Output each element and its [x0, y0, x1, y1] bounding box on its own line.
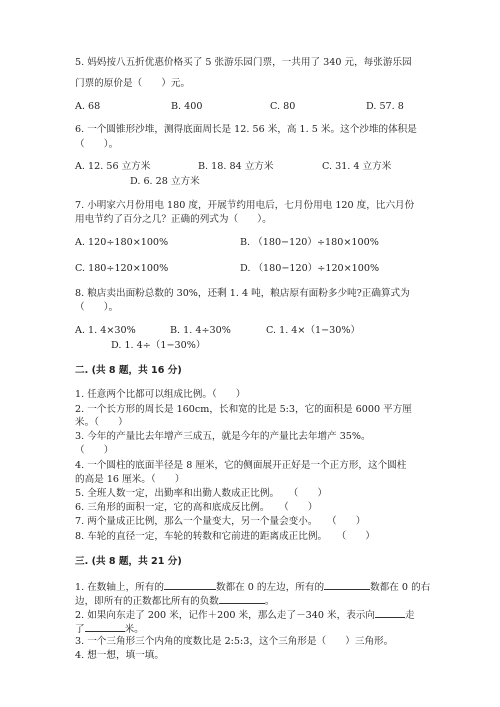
s3-q2-line2-a: 了 — [75, 624, 85, 635]
s3-q1-text-c: 数都在 0 的右 — [370, 582, 431, 593]
s3-q1-line2 — [75, 594, 275, 608]
s2-item: 6. 三角形的面积一定，它的高和底成反比例。 （ ） — [75, 502, 318, 513]
s3-q1-text-b: 数都在 0 的左边，所有的 — [215, 582, 325, 593]
s3-q3: 3. 一个三角形三个内角的度数比是 2:5:3，这个三角形是（ ）三角形。 — [75, 636, 394, 647]
s3-q2-line1 — [75, 608, 415, 622]
s3-q1-line2-text: 边，即所有的正数都比所有的负数 — [75, 596, 219, 607]
q7-option-b[interactable]: B. （180−120）÷180×100% — [240, 237, 379, 248]
q6-option-a[interactable]: A. 12. 56 立方米 — [75, 161, 151, 172]
q7-option-d[interactable]: D. （180−120）÷120×100% — [240, 263, 380, 274]
s3-q1-line1 — [75, 580, 430, 594]
s3-q2-line2-b: 米。 — [124, 624, 144, 635]
answer-blank[interactable] — [375, 608, 405, 618]
s2-item: 3. 今年的产量比去年增产三成五，就是今年的产量比去年增产 35%。 — [75, 431, 371, 442]
section3-title: 三. (共 8 题，共 21 分) — [75, 556, 182, 567]
answer-blank[interactable] — [164, 580, 216, 590]
q5-line1: 5. 妈妈按八五折优惠价格买了 5 张游乐园门票，一共用了 340 元，每张游乐园 — [75, 57, 412, 68]
s2-item: 7. 两个量成正比例，那么一个量变大，另一个量会变小。 （ ） — [75, 516, 366, 527]
q6-option-b[interactable]: B. 18. 84 立方米 — [198, 161, 274, 172]
s3-q4: 4. 想一想，填一填。 — [75, 650, 164, 661]
s2-item: （ ） — [75, 445, 114, 456]
s2-item: 5. 全班人数一定，出勤率和出勤人数成正比例。 （ ） — [75, 488, 328, 499]
s2-item: 2. 一个长方形的周长是 160cm，长和宽的比是 5:3，它的面积是 6000 平方厘 — [75, 404, 412, 415]
s3-q2-text-b: 走 — [405, 610, 415, 621]
q5-option-d[interactable]: D. 57. 8 — [366, 101, 404, 112]
section2-title: 二. (共 8 题，共 16 分) — [75, 365, 182, 376]
q5-option-b[interactable]: B. 400 — [171, 101, 203, 112]
q5-option-a[interactable]: A. 68 — [75, 101, 101, 112]
q8-line2: （ ）。 — [75, 302, 119, 313]
q7-option-c[interactable]: C. 180÷120×100% — [75, 263, 169, 274]
s3-q1-text-a: 1. 在数轴上，所有的 — [75, 582, 164, 593]
q6-option-c[interactable]: C. 31. 4 立方米 — [322, 161, 392, 172]
answer-blank[interactable] — [219, 594, 265, 604]
s3-q2-text-a: 2. 如果向东走了 200 米，记作＋200 米，那么走了－340 米，表示向 — [75, 610, 375, 621]
q5-line2: 门票的原价是（ ）元。 — [75, 78, 191, 89]
q6-option-d[interactable]: D. 6. 28 立方米 — [130, 176, 200, 187]
s3-q1-line2-end: 。 — [264, 596, 275, 607]
q6-line2: （ ）。 — [75, 139, 119, 150]
q8-option-d[interactable]: D. 1. 4÷（1−30%） — [111, 340, 206, 351]
q7-line2: 用电节约了百分之几？正确的列式为（ ）。 — [75, 214, 272, 225]
answer-blank[interactable] — [85, 622, 125, 632]
q6-line1: 6. 一个圆锥形沙堆，测得底面周长是 12. 56 米，高 1. 5 米。这个沙堆的体积是 — [75, 124, 417, 135]
s2-item: 1. 任意两个比都可以组成比例。（ ） — [75, 389, 246, 400]
s2-item: 米。（ ） — [75, 417, 128, 428]
q7-line1: 7. 小明家六月份用电 180 度，开展节约用电后，七月份用电 120 度，比六月份 — [75, 200, 415, 211]
s2-item: 的高是 16 厘米。（ ） — [75, 474, 185, 485]
s2-item: 4. 一个圆柱的底面半径是 8 厘米，它的侧面展开正好是一个正方形，这个圆柱 — [75, 460, 407, 471]
q7-option-a[interactable]: A. 120÷180×100% — [75, 237, 169, 248]
q8-option-c[interactable]: C. 1. 4×（1−30%） — [266, 325, 361, 336]
q5-option-c[interactable]: C. 80 — [270, 101, 296, 112]
s3-q2-line2 — [75, 622, 144, 636]
s2-item: 8. 车轮的直径一定，车轮的转数和它前进的距离成正比例。 （ ） — [75, 531, 376, 542]
q8-option-b[interactable]: B. 1. 4÷30% — [170, 325, 231, 336]
answer-blank[interactable] — [324, 580, 370, 590]
q8-option-a[interactable]: A. 1. 4×30% — [75, 325, 136, 336]
q8-line1: 8. 粮店卖出面粉总数的 30%，还剩 1. 4 吨，粮店原有面粉多少吨?正确算式为 — [75, 288, 410, 299]
